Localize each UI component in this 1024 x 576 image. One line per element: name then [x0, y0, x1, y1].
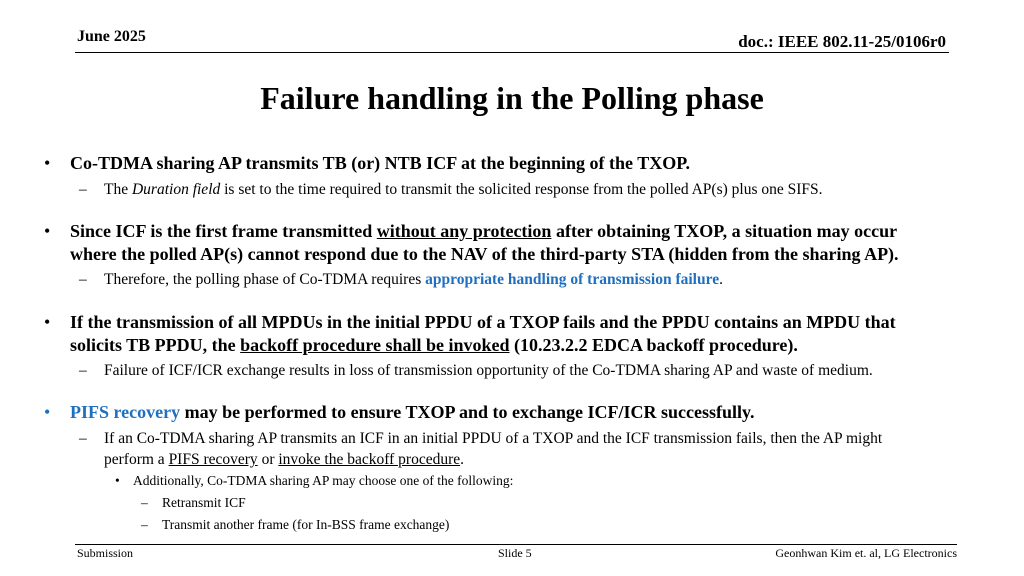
dash-icon: – [79, 362, 87, 379]
pifs-recovery-link-text: PIFS recovery [168, 451, 258, 468]
backoff-invoked-emphasis: backoff procedure shall be invoked [240, 335, 510, 355]
dash-icon: – [79, 181, 87, 198]
duration-field-term: Duration field [131, 181, 221, 198]
footer-submission: Submission [77, 546, 134, 560]
dash-icon: – [141, 517, 148, 532]
bullet-1-text: Co-TDMA sharing AP transmits TB (or) NTB ICF at the beginning of the TXOP. [70, 153, 691, 173]
bullet-icon: • [44, 312, 51, 332]
dash-icon: – [141, 495, 148, 510]
bullet-icon: • [44, 221, 51, 241]
bullet-2-line-2: where the polled AP(s) cannot respond due to the NAV of the third-party STA (hidden from the sharing AP). [70, 244, 899, 264]
pifs-recovery-highlight: PIFS recovery [70, 402, 181, 422]
bullet-3-line-2: solicits TB PPDU, the backoff procedure shall be invoked (10.23.2.2 EDCA backoff procedure). [70, 335, 798, 355]
bullet-3-line-1: If the transmission of all MPDUs in the initial PPDU of a TXOP fails and the PPDU contains an MPDU that [70, 312, 896, 332]
bullet-icon: • [44, 153, 51, 173]
bullet-4-text: PIFS recovery may be performed to ensure TXOP and to exchange ICF/ICR successfully. [70, 402, 755, 422]
bullet-4-sub-line-1: If an Co-TDMA sharing AP transmits an ICF in an initial PPDU of a TXOP and the ICF transmission fails, then the AP might [104, 430, 883, 447]
failure-handling-highlight: appropriate handling of transmission failure [425, 271, 720, 288]
footer-authors: Geonhwan Kim et. al, LG Electronics [775, 546, 957, 560]
bullet-icon-blue: • [44, 402, 51, 422]
bullet-icon-small: • [115, 473, 120, 488]
bullet-1-sub: The Duration field is set to the time required to transmit the solicited response from the polled AP(s) plus one SIFS. [104, 181, 823, 198]
dash-icon: – [79, 430, 87, 447]
bullet-3-sub: Failure of ICF/ICR exchange results in loss of transmission opportunity of the Co-TDMA sharing AP and waste of medium. [104, 362, 873, 379]
bullet-4-sub-line-2: perform a PIFS recovery or invoke the backoff procedure. [104, 451, 464, 468]
header-doc-id: doc.: IEEE 802.11-25/0106r0 [738, 32, 946, 51]
invoke-backoff-link-text: invoke the backoff procedure [278, 451, 461, 468]
footer-divider [75, 544, 957, 545]
header-date: June 2025 [77, 28, 146, 45]
without-protection-emphasis: without any protection [376, 221, 552, 241]
bullet-2-sub: Therefore, the polling phase of Co-TDMA requires appropriate handling of transmission failure. [104, 271, 723, 288]
header-divider [75, 52, 949, 53]
dash-icon: – [79, 271, 87, 288]
slide-title: Failure handling in the Polling phase [260, 80, 764, 116]
bullet-4-level-3: Additionally, Co-TDMA sharing AP may choose one of the following: [133, 473, 514, 488]
option-transmit-another-frame: Transmit another frame (for In-BSS frame exchange) [162, 517, 450, 532]
option-retransmit-icf: Retransmit ICF [162, 495, 246, 510]
footer-slide-number: Slide 5 [498, 546, 532, 560]
bullet-2-line-1: Since ICF is the first frame transmitted without any protection after obtaining TXOP, a situation may occur [70, 221, 898, 241]
